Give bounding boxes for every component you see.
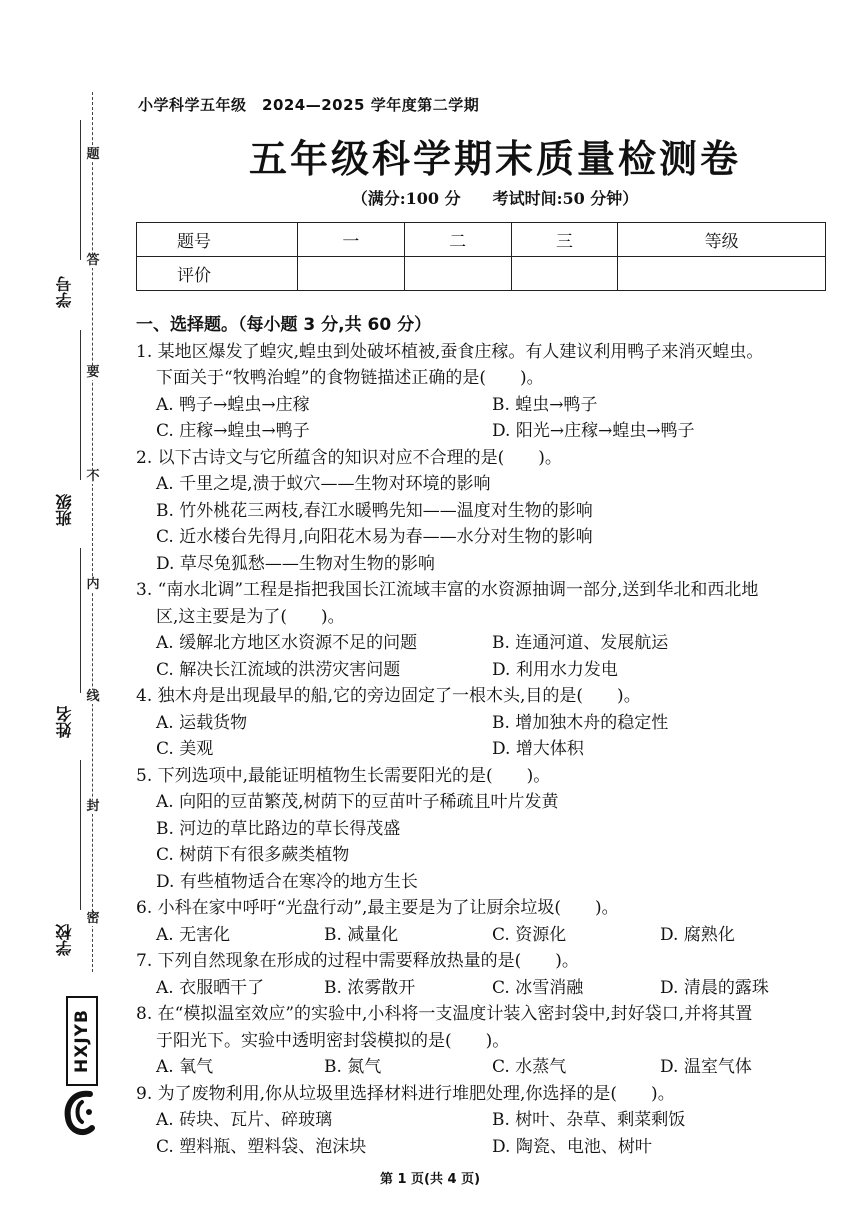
seal-char: 题 bbox=[86, 147, 100, 162]
option[interactable]: D. 清晨的露珠 bbox=[660, 977, 769, 998]
question bbox=[136, 339, 836, 445]
option[interactable]: D. 利用水力发电 bbox=[492, 659, 618, 680]
table-header-cell: 三 bbox=[511, 223, 618, 257]
option-list bbox=[136, 922, 836, 949]
option[interactable]: A. 砖块、瓦片、碎玻璃 bbox=[156, 1110, 333, 1130]
option[interactable]: D. 陶瓷、电池、树叶 bbox=[492, 1136, 652, 1157]
question-stem: 2. 以下古诗文与它所蕴含的知识对应不合理的是( )。 bbox=[136, 447, 562, 468]
option[interactable]: C. 资源化 bbox=[492, 924, 567, 945]
option[interactable]: B. 竹外桃花三两枝,春江水暖鸭先知——温度对生物的影响 bbox=[156, 500, 593, 521]
question bbox=[136, 763, 836, 896]
option[interactable]: A. 缓解北方地区水资源不足的问题 bbox=[156, 633, 418, 653]
option[interactable]: B. 增加独木舟的稳定性 bbox=[492, 712, 669, 733]
seal-char: 内 bbox=[86, 577, 100, 592]
seal-char: 线 bbox=[86, 689, 100, 704]
score-cell[interactable] bbox=[298, 257, 405, 291]
question bbox=[136, 948, 836, 1001]
option[interactable]: D. 草尽兔狐愁——生物对生物的影响 bbox=[156, 553, 435, 574]
binding-dashed-line bbox=[92, 92, 93, 972]
class-blank bbox=[80, 330, 81, 480]
table-row bbox=[137, 223, 826, 257]
option[interactable]: A. 无害化 bbox=[156, 924, 231, 945]
question bbox=[136, 1001, 836, 1081]
option[interactable]: D. 有些植物适合在寒冷的地方生长 bbox=[156, 871, 418, 892]
question-stem: 8. 在“模拟温室效应”的实验中,小科将一支温度计装入密封袋中,封好袋口,并将其置 bbox=[136, 1004, 753, 1024]
option[interactable]: A. 氧气 bbox=[156, 1057, 214, 1077]
score-cell[interactable] bbox=[404, 257, 511, 291]
option-list bbox=[136, 789, 836, 895]
option[interactable]: C. 庄稼→蝗虫→鸭子 bbox=[156, 421, 310, 441]
logo-text: HXJYB bbox=[72, 1009, 92, 1073]
option[interactable]: B. 河边的草比路边的草长得茂盛 bbox=[156, 818, 401, 839]
option[interactable]: C. 塑料瓶、塑料袋、泡沫块 bbox=[156, 1136, 367, 1157]
question-stem-cont: 下面关于“牧鸭治蝗”的食物链描述正确的是( )。 bbox=[156, 368, 544, 388]
option[interactable]: B. 氮气 bbox=[324, 1057, 382, 1077]
question bbox=[136, 1081, 836, 1161]
option-list bbox=[136, 471, 836, 577]
option[interactable]: B. 连通河道、发展航运 bbox=[492, 633, 669, 653]
option[interactable]: C. 美观 bbox=[156, 739, 214, 759]
table-row bbox=[137, 257, 826, 291]
option[interactable]: A. 运载货物 bbox=[156, 712, 248, 733]
table-header-cell: 题号 bbox=[137, 223, 298, 257]
option-list bbox=[136, 975, 836, 1002]
seal-char: 封 bbox=[86, 799, 100, 814]
option[interactable]: A. 向阳的豆苗繁茂,树荫下的豆苗叶子稀疏且叶片发黄 bbox=[156, 792, 559, 812]
question bbox=[136, 577, 836, 683]
question-stem: 3. “南水北调”工程是指把我国长江流域丰富的水资源抽调一部分,送到华北和西北地 bbox=[136, 580, 759, 600]
question-stem: 4. 独木舟是出现最早的船,它的旁边固定了一根木头,目的是( )。 bbox=[136, 686, 641, 706]
option-list bbox=[136, 630, 836, 683]
publisher-logo bbox=[66, 996, 98, 1086]
score-cell[interactable] bbox=[511, 257, 618, 291]
option[interactable]: C. 解决长江流域的洪涝灾害问题 bbox=[156, 659, 401, 680]
option[interactable]: A. 千里之堤,溃于蚁穴——生物对环境的影响 bbox=[156, 474, 491, 494]
score-cell[interactable] bbox=[618, 257, 826, 291]
question-stem: 9. 为了废物利用,你从垃圾里选择材料进行堆肥处理,你选择的是( )。 bbox=[136, 1083, 675, 1104]
score-table bbox=[136, 222, 826, 291]
seal-char: 密 bbox=[86, 911, 100, 926]
option-list bbox=[136, 710, 836, 763]
question bbox=[136, 445, 836, 578]
seal-char: 不 bbox=[86, 469, 100, 484]
school-blank bbox=[80, 760, 81, 910]
name-label: 姓名 bbox=[55, 706, 74, 738]
option[interactable]: D. 阳光→庄稼→蝗虫→鸭子 bbox=[492, 421, 695, 441]
question-stem: 7. 下列自然现象在形成的过程中需要释放热量的是( )。 bbox=[136, 951, 579, 971]
option[interactable]: A. 鸭子→蝗虫→庄稼 bbox=[156, 394, 310, 415]
option[interactable]: C. 冰雪消融 bbox=[492, 977, 584, 998]
option-list bbox=[136, 392, 836, 445]
option-list bbox=[136, 1107, 836, 1160]
table-header-cell: 一 bbox=[298, 223, 405, 257]
option[interactable]: D. 增大体积 bbox=[492, 739, 584, 759]
question bbox=[136, 683, 836, 763]
option[interactable]: C. 水蒸气 bbox=[492, 1057, 567, 1077]
student-number-label: 学号 bbox=[55, 276, 74, 308]
question-stem: 5. 下列选项中,最能证明植物生长需要阳光的是( )。 bbox=[136, 765, 551, 786]
school-label: 学校 bbox=[55, 924, 74, 956]
question-stem: 1. 某地区爆发了蝗灾,蝗虫到处破坏植被,蚕食庄稼。有人建议利用鸭子来消灭蝗虫。 bbox=[136, 341, 764, 362]
section-choice bbox=[136, 312, 836, 1160]
table-header-cell: 二 bbox=[404, 223, 511, 257]
option-list bbox=[136, 1054, 836, 1081]
name-blank bbox=[80, 548, 81, 693]
question-stem-cont: 于阳光下。实验中透明密封袋模拟的是( )。 bbox=[156, 1030, 510, 1051]
option[interactable]: C. 近水楼台先得月,向阳花木易为春——水分对生物的影响 bbox=[156, 527, 593, 547]
page-footer: 第 1 页(共 4 页) bbox=[379, 1172, 481, 1187]
option[interactable]: A. 衣服晒干了 bbox=[156, 977, 265, 998]
publisher-mark-icon bbox=[62, 1088, 98, 1140]
subject-line: 小学科学五年级 2024—2025 学年度第二学期 bbox=[138, 96, 480, 114]
option[interactable]: B. 浓雾散开 bbox=[324, 977, 416, 998]
option[interactable]: D. 腐熟化 bbox=[660, 924, 735, 945]
class-label: 班级 bbox=[55, 494, 74, 526]
option[interactable]: D. 温室气体 bbox=[660, 1057, 752, 1077]
option[interactable]: B. 蝗虫→鸭子 bbox=[492, 394, 598, 415]
question-stem: 6. 小科在家中呼吁“光盘行动”,最主要是为了让厨余垃圾( )。 bbox=[136, 898, 619, 918]
option[interactable]: C. 树荫下有很多蕨类植物 bbox=[156, 845, 350, 865]
exam-meta: （满分:100 分 考试时间:50 分钟） bbox=[351, 189, 639, 208]
question bbox=[136, 895, 836, 948]
table-header-cell: 等级 bbox=[618, 223, 826, 257]
option[interactable]: B. 减量化 bbox=[324, 924, 399, 945]
seal-char: 要 bbox=[86, 365, 100, 380]
section-title: 一、选择题。（每小题 3 分,共 60 分） bbox=[136, 315, 432, 335]
page-title: 五年级科学期末质量检测卷 bbox=[248, 137, 741, 181]
seal-char: 答 bbox=[86, 253, 100, 268]
question-stem-cont: 区,这主要是为了( )。 bbox=[156, 606, 345, 627]
option[interactable]: B. 树叶、杂草、剩菜剩饭 bbox=[492, 1110, 686, 1130]
table-row-label: 评价 bbox=[137, 257, 298, 291]
